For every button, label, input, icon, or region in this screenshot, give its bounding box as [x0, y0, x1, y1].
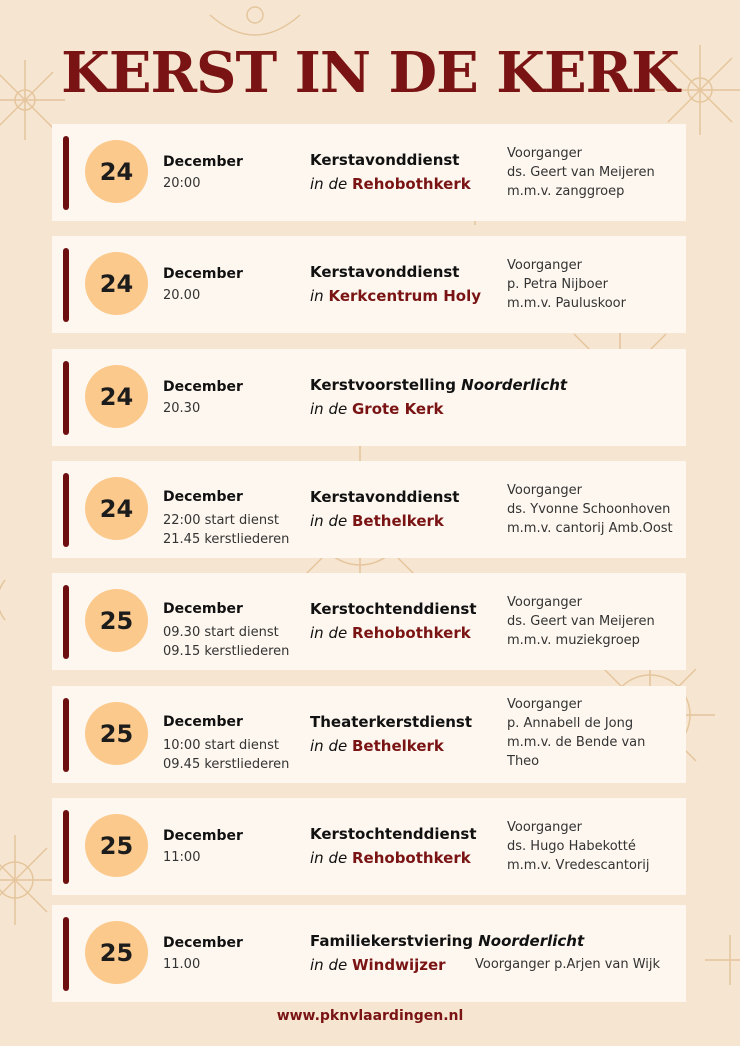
officiant-info: m.m.v. muziekgroep: [507, 633, 640, 648]
officiant-info: m.m.v. zanggroep: [507, 184, 625, 199]
event-name: Kerstochtenddienst: [310, 825, 477, 843]
location-name: Rehobothkerk: [351, 175, 471, 193]
officiant-info: ds. Geert van Meijeren: [507, 614, 655, 629]
officiant-info: Theo: [507, 754, 540, 769]
service-row: [52, 798, 686, 895]
location-name: Rehobothkerk: [351, 624, 471, 642]
event-name: Kerstavonddienst: [310, 263, 460, 281]
month-label: December: [163, 266, 243, 282]
service-row: [52, 349, 686, 446]
event-name: Theaterkerstdienst: [310, 713, 473, 731]
location-name: Bethelkerk: [351, 512, 444, 530]
time-label: 11.00: [163, 957, 201, 972]
officiant-info: ds. Hugo Habekotté: [507, 839, 636, 854]
officiant-info: m.m.v. Pauluskoor: [507, 296, 626, 311]
event-subtitle: Noorderlicht: [478, 932, 585, 950]
officiant-info: p. Petra Nijboer: [507, 277, 608, 292]
event-title: [310, 263, 459, 281]
event-location: [310, 849, 471, 867]
month-label: December: [163, 489, 243, 505]
event-name: Kerstochtenddienst: [310, 600, 477, 618]
accent-bar: [63, 585, 69, 659]
event-location: [310, 512, 444, 530]
event-title: [310, 488, 459, 506]
location-prefix: in de: [310, 956, 348, 974]
service-row: [52, 905, 686, 1002]
officiant-info: m.m.v. cantorij Amb.Oost: [507, 521, 673, 536]
event-name: Kerstavonddienst: [310, 151, 460, 169]
officiant-info: Voorganger: [507, 820, 582, 835]
day-badge: 25: [85, 921, 148, 984]
accent-bar: [63, 361, 69, 435]
location-name: Rehobothkerk: [351, 849, 471, 867]
officiant-info: Voorganger: [507, 146, 582, 161]
officiant-info: Voorganger: [507, 258, 582, 273]
time-label: 22:00 start dienst: [163, 513, 279, 528]
month-label: December: [163, 154, 243, 170]
event-title: [310, 713, 472, 731]
page-title: KERST IN DE KERK: [61, 40, 679, 106]
time-label: 20:00: [163, 176, 201, 191]
time-label: 10:00 start dienst: [163, 738, 279, 753]
accent-bar: [63, 917, 69, 991]
event-title: [310, 376, 567, 394]
time-label-secondary: 09.15 kerstliederen: [163, 644, 290, 659]
location-prefix: in de: [310, 849, 348, 867]
service-row: [52, 573, 686, 670]
event-name: Kerstavonddienst: [310, 488, 460, 506]
location-name: Windwijzer: [351, 956, 446, 974]
service-row: [52, 461, 686, 558]
time-label-secondary: 21.45 kerstliederen: [163, 532, 290, 547]
day-badge: 24: [85, 140, 148, 203]
day-badge: 25: [85, 814, 148, 877]
officiant-info: Voorganger p.Arjen van Wijk: [475, 957, 661, 972]
month-label: December: [163, 379, 243, 395]
accent-bar: [63, 810, 69, 884]
officiant-info: ds. Yvonne Schoonhoven: [507, 502, 671, 517]
month-label: December: [163, 935, 243, 951]
event-location: [310, 287, 481, 305]
month-label: December: [163, 828, 243, 844]
location-prefix: in de: [310, 400, 348, 418]
officiant-info: m.m.v. de Bende van: [507, 735, 646, 750]
officiant-info: Voorganger: [507, 483, 582, 498]
website-link[interactable]: www.pknvlaardingen.nl: [276, 1008, 464, 1024]
event-location: [310, 175, 471, 193]
event-location: [310, 956, 446, 974]
event-title: [310, 825, 477, 843]
service-row: [52, 124, 686, 221]
officiant-info: ds. Geert van Meijeren: [507, 165, 655, 180]
event-name: Familiekerstviering: [310, 932, 474, 950]
month-label: December: [163, 714, 243, 730]
accent-bar: [63, 136, 69, 210]
day-badge: 24: [85, 365, 148, 428]
day-badge: 24: [85, 477, 148, 540]
accent-bar: [63, 248, 69, 322]
accent-bar: [63, 473, 69, 547]
service-row: [52, 686, 686, 783]
event-title: [310, 151, 459, 169]
day-badge: 24: [85, 252, 148, 315]
officiant-info: p. Annabell de Jong: [507, 716, 634, 731]
time-label-secondary: 09.45 kerstliederen: [163, 757, 290, 772]
event-title: [310, 600, 477, 618]
month-label: December: [163, 601, 243, 617]
officiant-info: Voorganger: [507, 595, 582, 610]
location-prefix: in de: [310, 512, 348, 530]
time-label: 09.30 start dienst: [163, 625, 279, 640]
location-prefix: in: [310, 287, 324, 305]
event-subtitle: Noorderlicht: [461, 376, 568, 394]
location-prefix: in de: [310, 175, 348, 193]
time-label: 20.00: [163, 288, 201, 303]
day-badge: 25: [85, 702, 148, 765]
officiant-info: m.m.v. Vredescantorij: [507, 858, 650, 873]
location-name: Grote Kerk: [351, 400, 444, 418]
location-name: Kerkcentrum Holy: [328, 287, 481, 305]
location-prefix: in de: [310, 624, 348, 642]
officiant-info: Voorganger: [507, 697, 582, 712]
service-row: [52, 236, 686, 333]
event-location: [310, 400, 443, 418]
location-name: Bethelkerk: [351, 737, 444, 755]
event-location: [310, 624, 471, 642]
day-badge: 25: [85, 589, 148, 652]
time-label: 20.30: [163, 401, 201, 416]
location-prefix: in de: [310, 737, 348, 755]
event-name: Kerstvoorstelling: [310, 376, 456, 394]
accent-bar: [63, 698, 69, 772]
event-title: [310, 932, 584, 950]
event-location: [310, 737, 444, 755]
time-label: 11:00: [163, 850, 201, 865]
